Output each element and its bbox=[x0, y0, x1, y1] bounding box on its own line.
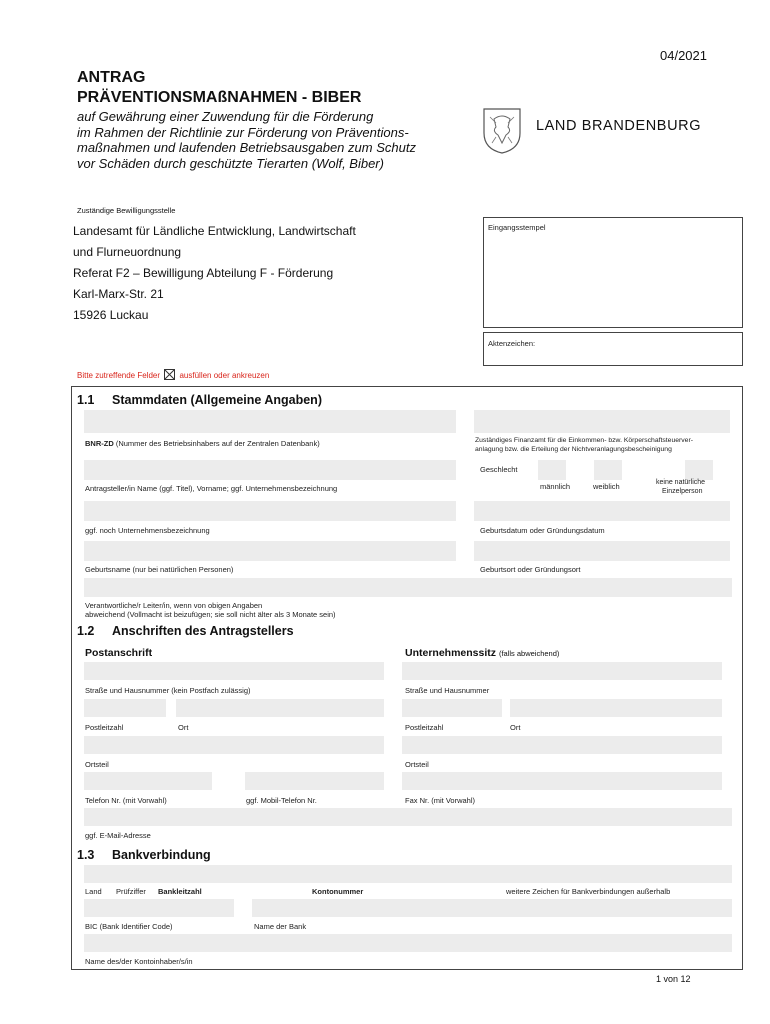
seat-plz-field[interactable] bbox=[402, 699, 502, 717]
birthname-label: Geburtsname (nur bei natürlichen Personen) bbox=[85, 565, 234, 574]
birthname-field[interactable] bbox=[84, 541, 456, 561]
postal-district-field[interactable] bbox=[84, 736, 384, 754]
company-seat-title: Unternehmenssitz bbox=[405, 647, 497, 659]
form-title bbox=[77, 68, 361, 108]
gender-female-checkbox[interactable] bbox=[594, 460, 622, 480]
authority-label: Zuständige Bewilligungsstelle bbox=[77, 206, 176, 215]
stamp-box bbox=[483, 217, 743, 328]
gender-male-checkbox[interactable] bbox=[538, 460, 566, 480]
bank-name-label: Name der Bank bbox=[254, 922, 307, 931]
birthplace-field[interactable] bbox=[474, 541, 730, 561]
birthplace-label: Geburtsort oder Gründungsort bbox=[480, 565, 581, 574]
form-date: 04/2021 bbox=[660, 48, 707, 63]
instruction-text bbox=[77, 369, 269, 380]
seat-district-label: Ortsteil bbox=[405, 760, 429, 769]
gender-male-label: männlich bbox=[540, 482, 571, 491]
seat-district-field[interactable] bbox=[402, 736, 722, 754]
responsible-person-label-2: abweichend (Vollmacht ist beizufügen; sie soll nicht älter als 3 Monate sein) bbox=[85, 610, 336, 619]
birthdate-label: Geburtsdatum oder Gründungsdatum bbox=[480, 526, 605, 535]
gender-female-label: weiblich bbox=[593, 482, 620, 491]
gender-none-label-1: keine natürliche bbox=[656, 479, 706, 486]
subtitle-line: im Rahmen der Richtlinie zur Förderung von Präventions- bbox=[77, 124, 409, 140]
seat-ort-field[interactable] bbox=[510, 699, 722, 717]
bnr-label-bold: BNR-ZD bbox=[85, 439, 114, 448]
bnr-label-rest: (Nummer des Betriebsinhabers auf der Zentralen Datenbank) bbox=[115, 439, 320, 448]
seat-street-label: Straße und Hausnummer bbox=[405, 686, 490, 695]
iban-bankcode-label: Bankleitzahl bbox=[158, 887, 202, 896]
bic-label: BIC (Bank Identifier Code) bbox=[85, 922, 173, 931]
phone-label: Telefon Nr. (mit Vorwahl) bbox=[85, 796, 167, 805]
fax-label: Fax Nr. (mit Vorwahl) bbox=[405, 796, 476, 805]
section-1-3-number: 1.3 bbox=[77, 848, 95, 862]
fax-field[interactable] bbox=[402, 772, 722, 790]
section-1-1-title: Stammdaten (Allgemeine Angaben) bbox=[112, 393, 322, 407]
company-seat-heading bbox=[405, 647, 559, 659]
postal-address-heading: Postanschrift bbox=[85, 647, 153, 659]
form-subtitle bbox=[77, 109, 467, 171]
finanzamt-label-1: Zuständiges Finanzamt für die Einkommen- bzw. Körperschaftsteuerver- bbox=[475, 437, 693, 444]
brandenburg-crest-icon bbox=[482, 107, 522, 155]
postal-plz-field[interactable] bbox=[84, 699, 166, 717]
section-1-2-number: 1.2 bbox=[77, 624, 95, 638]
land-brandenburg-logo: LAND BRANDENBURG bbox=[536, 118, 702, 134]
iban-check-label: Prüfziffer bbox=[116, 887, 146, 896]
title-line-1: ANTRAG bbox=[77, 69, 146, 86]
iban-account-label: Kontonummer bbox=[312, 887, 364, 896]
phone-field[interactable] bbox=[84, 772, 212, 790]
iban-country-label: Land bbox=[85, 887, 102, 896]
title-line-2: PRÄVENTIONSMAßNAHMEN - BIBER bbox=[77, 89, 362, 106]
bnr-field[interactable] bbox=[84, 410, 456, 433]
company-name-label: ggf. noch Unternehmensbezeichnung bbox=[85, 526, 210, 535]
instruction-before: Bitte zutreffende Felder bbox=[77, 371, 161, 380]
postal-ort-label: Ort bbox=[178, 723, 189, 732]
file-number-label: Aktenzeichen: bbox=[488, 339, 536, 348]
applicant-name-label: Antragsteller/in Name (ggf. Titel), Vorname; ggf. Unternehmensbezeichnung bbox=[85, 484, 338, 493]
iban-field[interactable] bbox=[84, 865, 732, 883]
finanzamt-label-2: anlagung bzw. die Erteilung der Nichtveranlagungsbescheinigung bbox=[475, 446, 672, 453]
iban-more-label: weitere Zeichen für Bankverbindungen außerhalb bbox=[506, 887, 671, 896]
seat-plz-label: Postleitzahl bbox=[405, 723, 444, 732]
company-seat-note: (falls abweichend) bbox=[498, 649, 560, 658]
bnr-label bbox=[85, 439, 320, 448]
section-1-1-number: 1.1 bbox=[77, 393, 95, 407]
gender-none-label-2: Einzelperson bbox=[662, 488, 703, 495]
postal-plz-label: Postleitzahl bbox=[85, 723, 124, 732]
bic-field[interactable] bbox=[84, 899, 234, 917]
subtitle-line: vor Schäden durch geschützte Tierarten (Wolf, Biber) bbox=[77, 155, 384, 171]
email-field[interactable] bbox=[84, 808, 732, 826]
postal-district-label: Ortsteil bbox=[85, 760, 109, 769]
seat-ort-label: Ort bbox=[510, 723, 521, 732]
applicant-name-field[interactable] bbox=[84, 460, 456, 480]
instruction-after: ausfüllen oder ankreuzen bbox=[179, 371, 270, 380]
subtitle-line: auf Gewährung einer Zuwendung für die Förderung bbox=[77, 109, 374, 124]
authority-line: und Flurneuordnung bbox=[73, 245, 182, 259]
responsible-person-field[interactable] bbox=[84, 578, 732, 597]
seat-street-field[interactable] bbox=[402, 662, 722, 680]
postal-street-field[interactable] bbox=[84, 662, 384, 680]
authority-address bbox=[73, 221, 356, 326]
subtitle-line: maßnahmen und laufenden Betriebsausgaben zum Schutz bbox=[77, 140, 416, 155]
mobile-label: ggf. Mobil-Telefon Nr. bbox=[246, 796, 317, 805]
gender-label: Geschlecht bbox=[480, 465, 518, 474]
authority-line: Karl-Marx-Str. 21 bbox=[73, 287, 164, 301]
birthdate-field[interactable] bbox=[474, 501, 730, 521]
account-holder-field[interactable] bbox=[84, 934, 732, 952]
responsible-person-label-1: Verantwortliche/r Leiter/in, wenn von obigen Angaben bbox=[85, 601, 263, 610]
file-number-box[interactable] bbox=[483, 332, 743, 366]
checkbox-x-icon bbox=[164, 369, 175, 380]
mobile-field[interactable] bbox=[245, 772, 384, 790]
bank-name-field[interactable] bbox=[252, 899, 732, 917]
authority-line: 15926 Luckau bbox=[73, 308, 149, 322]
account-holder-label: Name des/der Kontoinhaber/s/in bbox=[85, 957, 193, 966]
section-1-3-title: Bankverbindung bbox=[112, 848, 211, 862]
postal-ort-field[interactable] bbox=[176, 699, 384, 717]
finanzamt-field[interactable] bbox=[474, 410, 730, 433]
authority-line: Referat F2 – Bewilligung Abteilung F - Förderung bbox=[73, 266, 334, 280]
page-number: 1 von 12 bbox=[656, 974, 691, 984]
email-label: ggf. E-Mail-Adresse bbox=[85, 831, 151, 840]
authority-line: Landesamt für Ländliche Entwicklung, Landwirtschaft bbox=[73, 224, 356, 238]
stamp-label: Eingangsstempel bbox=[488, 223, 546, 232]
company-name-field[interactable] bbox=[84, 501, 456, 521]
postal-street-label: Straße und Hausnummer (kein Postfach zulässig) bbox=[85, 686, 251, 695]
gender-none-checkbox[interactable] bbox=[685, 460, 713, 480]
section-1-2-title: Anschriften des Antragstellers bbox=[112, 624, 294, 638]
